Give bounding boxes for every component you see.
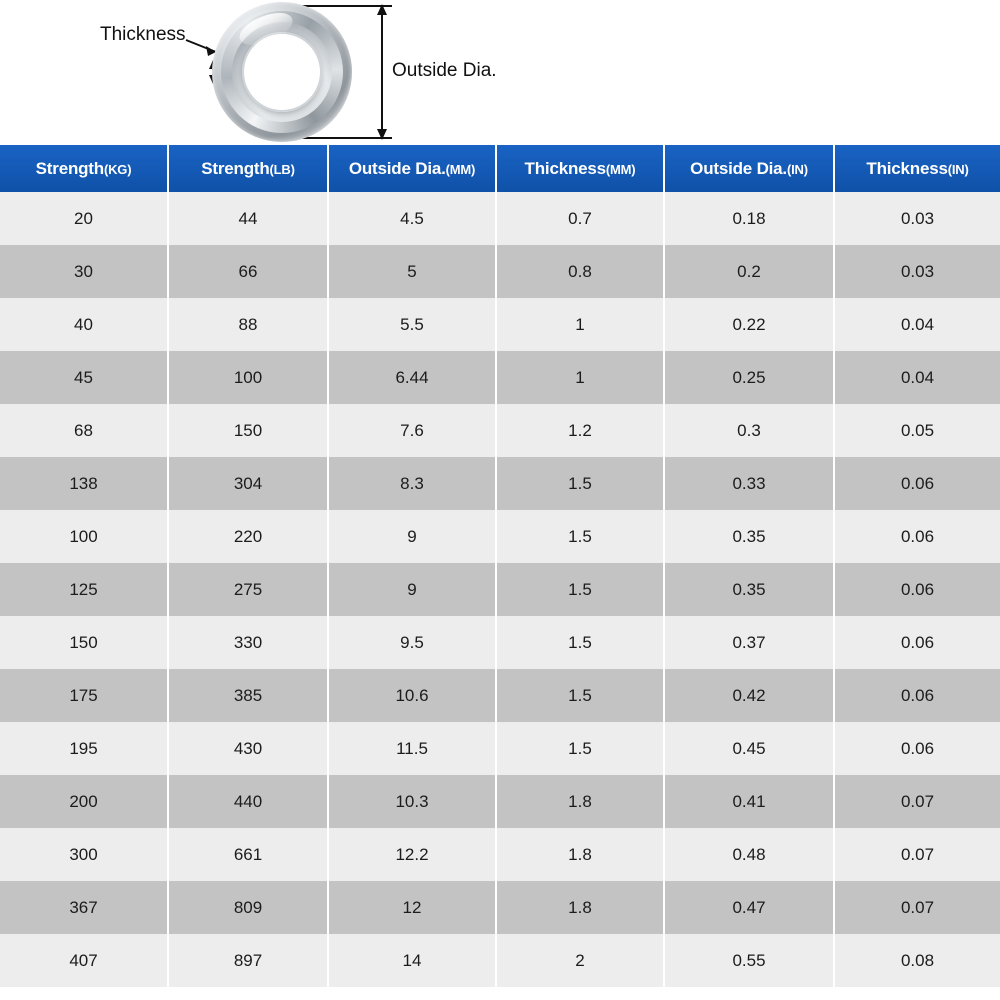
table-body — [0, 192, 1000, 987]
table-cell: 150 — [0, 616, 168, 669]
table-cell: 9 — [328, 563, 496, 616]
table-cell: 0.41 — [664, 775, 834, 828]
table-cell: 12 — [328, 881, 496, 934]
table-cell: 0.47 — [664, 881, 834, 934]
table-cell: 150 — [168, 404, 328, 457]
table-cell: 12.2 — [328, 828, 496, 881]
table-cell: 220 — [168, 510, 328, 563]
table-cell: 100 — [0, 510, 168, 563]
column-header-thickness-in — [834, 145, 1000, 192]
table-cell: 0.06 — [834, 563, 1000, 616]
table-row — [0, 775, 1000, 828]
table-row — [0, 722, 1000, 775]
table-header — [0, 145, 1000, 192]
table-cell: 20 — [0, 192, 168, 245]
table-cell: 195 — [0, 722, 168, 775]
column-header-unit: (IN) — [786, 161, 808, 177]
table-cell: 0.2 — [664, 245, 834, 298]
table-cell: 6.44 — [328, 351, 496, 404]
table-cell: 14 — [328, 934, 496, 987]
table-cell: 8.3 — [328, 457, 496, 510]
table-cell: 88 — [168, 298, 328, 351]
table-cell: 1.8 — [496, 775, 664, 828]
thickness-label: Thickness — [100, 24, 186, 45]
table-cell: 4.5 — [328, 192, 496, 245]
table-cell: 30 — [0, 245, 168, 298]
column-header-name: Thickness — [524, 158, 606, 178]
table-row — [0, 881, 1000, 934]
table-cell: 0.07 — [834, 775, 1000, 828]
table-cell: 1.5 — [496, 563, 664, 616]
column-header-outside-dia-in — [664, 145, 834, 192]
table-row — [0, 669, 1000, 722]
table-cell: 1.5 — [496, 669, 664, 722]
ring-dimension-diagram — [0, 0, 1000, 145]
table-cell: 330 — [168, 616, 328, 669]
table-cell: 0.55 — [664, 934, 834, 987]
table-cell: 0.06 — [834, 669, 1000, 722]
table-cell: 125 — [0, 563, 168, 616]
table-cell: 175 — [0, 669, 168, 722]
table-cell: 300 — [0, 828, 168, 881]
table-row — [0, 510, 1000, 563]
column-header-strength-kg — [0, 145, 168, 192]
table-cell: 66 — [168, 245, 328, 298]
table-row — [0, 351, 1000, 404]
column-header-name: Strength — [35, 158, 104, 178]
table-cell: 0.07 — [834, 828, 1000, 881]
table-cell: 0.35 — [664, 510, 834, 563]
table-cell: 1.8 — [496, 881, 664, 934]
table-cell: 0.04 — [834, 351, 1000, 404]
column-header-name: Outside Dia. — [348, 158, 446, 178]
table-cell: 5 — [328, 245, 496, 298]
specification-table — [0, 145, 1000, 987]
table-row — [0, 404, 1000, 457]
column-header-unit: (MM) — [605, 161, 636, 177]
table-cell: 1 — [496, 351, 664, 404]
table-cell: 0.33 — [664, 457, 834, 510]
table-cell: 0.06 — [834, 510, 1000, 563]
outside-dia-label: Outside Dia. — [392, 60, 497, 81]
table-cell: 0.22 — [664, 298, 834, 351]
table-header-row — [0, 145, 1000, 192]
table-cell: 45 — [0, 351, 168, 404]
table-row — [0, 616, 1000, 669]
column-header-unit: (LB) — [269, 161, 295, 177]
table-cell: 385 — [168, 669, 328, 722]
table-row — [0, 457, 1000, 510]
table-cell: 407 — [0, 934, 168, 987]
table-row — [0, 563, 1000, 616]
table-cell: 0.18 — [664, 192, 834, 245]
table-cell: 68 — [0, 404, 168, 457]
ring-hole — [242, 32, 322, 112]
table-cell: 0.06 — [834, 722, 1000, 775]
table-cell: 11.5 — [328, 722, 496, 775]
table-cell: 40 — [0, 298, 168, 351]
table-cell: 0.03 — [834, 245, 1000, 298]
table-row — [0, 245, 1000, 298]
table-cell: 1.5 — [496, 510, 664, 563]
table-cell: 0.08 — [834, 934, 1000, 987]
table-cell: 5.5 — [328, 298, 496, 351]
column-header-unit: (KG) — [103, 161, 132, 177]
table-cell: 0.37 — [664, 616, 834, 669]
table-cell: 2 — [496, 934, 664, 987]
table-cell: 0.07 — [834, 881, 1000, 934]
table-cell: 1.5 — [496, 616, 664, 669]
diagram-leader-lines — [0, 0, 1000, 145]
table-cell: 1.5 — [496, 722, 664, 775]
table-cell: 138 — [0, 457, 168, 510]
table-cell: 809 — [168, 881, 328, 934]
table-cell: 0.7 — [496, 192, 664, 245]
table-row — [0, 192, 1000, 245]
table-row — [0, 934, 1000, 987]
table-cell: 0.05 — [834, 404, 1000, 457]
table-cell: 0.06 — [834, 616, 1000, 669]
table-cell: 44 — [168, 192, 328, 245]
table-cell: 430 — [168, 722, 328, 775]
table-cell: 0.06 — [834, 457, 1000, 510]
table-cell: 200 — [0, 775, 168, 828]
table-row — [0, 828, 1000, 881]
column-header-strength-lb — [168, 145, 328, 192]
table-cell: 1.8 — [496, 828, 664, 881]
table-row — [0, 298, 1000, 351]
table-cell: 0.3 — [664, 404, 834, 457]
table-cell: 0.25 — [664, 351, 834, 404]
column-header-outside-dia-mm — [328, 145, 496, 192]
column-header-unit: (MM) — [445, 161, 476, 177]
table-cell: 1.5 — [496, 457, 664, 510]
table-cell: 10.6 — [328, 669, 496, 722]
table-cell: 0.45 — [664, 722, 834, 775]
table-cell: 10.3 — [328, 775, 496, 828]
column-header-unit: (IN) — [947, 161, 969, 177]
column-header-name: Strength — [201, 158, 270, 178]
table-cell: 0.35 — [664, 563, 834, 616]
table-cell: 0.42 — [664, 669, 834, 722]
table-cell: 0.48 — [664, 828, 834, 881]
column-header-thickness-mm — [496, 145, 664, 192]
table-cell: 0.8 — [496, 245, 664, 298]
table-cell: 0.03 — [834, 192, 1000, 245]
table-cell: 275 — [168, 563, 328, 616]
table-cell: 9.5 — [328, 616, 496, 669]
table-cell: 7.6 — [328, 404, 496, 457]
table-cell: 897 — [168, 934, 328, 987]
table-cell: 367 — [0, 881, 168, 934]
table-cell: 9 — [328, 510, 496, 563]
table-cell: 0.04 — [834, 298, 1000, 351]
column-header-name: Thickness — [866, 158, 948, 178]
column-header-name: Outside Dia. — [690, 158, 787, 178]
table-cell: 100 — [168, 351, 328, 404]
table-cell: 661 — [168, 828, 328, 881]
table-cell: 1.2 — [496, 404, 664, 457]
table-cell: 440 — [168, 775, 328, 828]
ring-icon — [212, 2, 352, 142]
table-cell: 304 — [168, 457, 328, 510]
table-cell: 1 — [496, 298, 664, 351]
